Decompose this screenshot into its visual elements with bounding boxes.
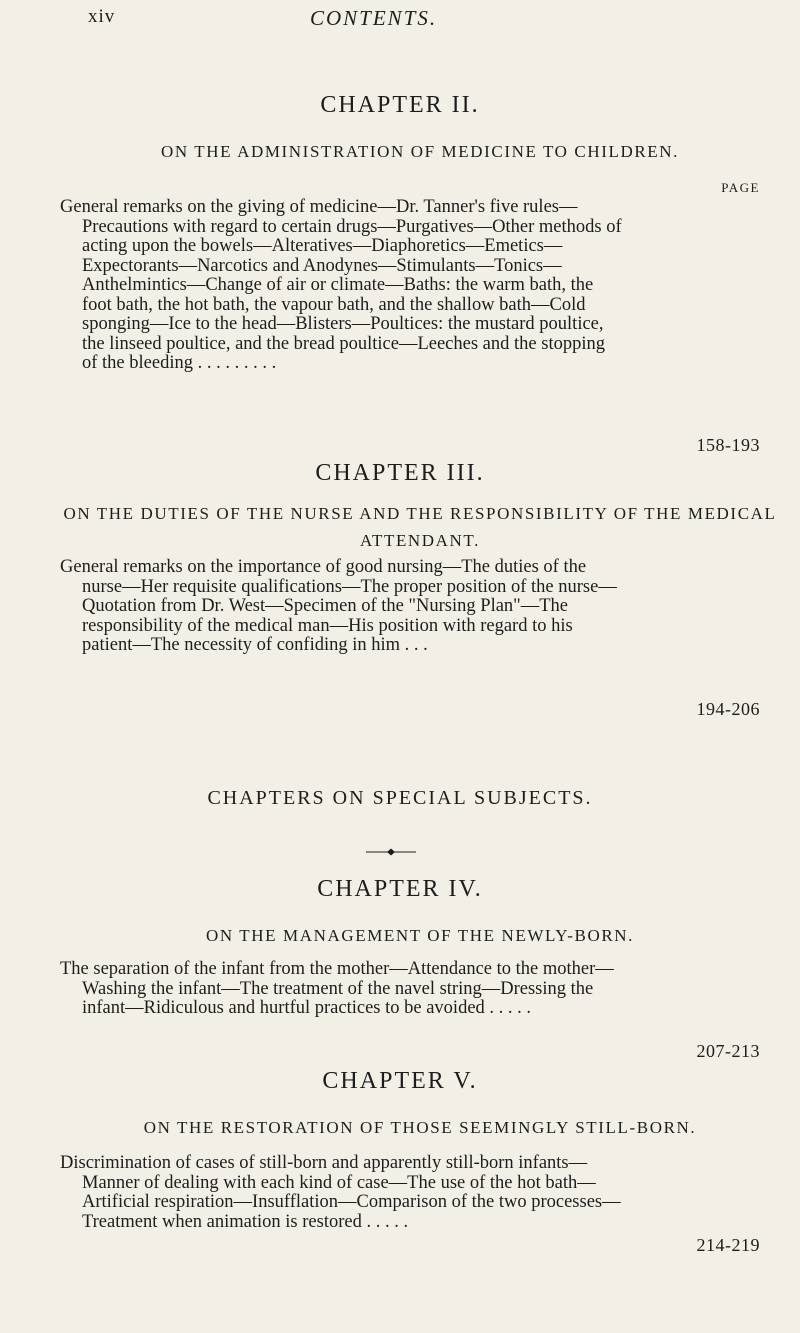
chapter-heading: CHAPTER III. xyxy=(315,460,485,486)
entry-page-range: 158-193 xyxy=(696,435,760,455)
contents-entry xyxy=(60,1154,760,1256)
ornament-rule xyxy=(366,848,416,856)
page-column-label: PAGE xyxy=(721,180,760,195)
entry-page-range: 207-213 xyxy=(696,1041,760,1061)
entry-page-range: 194-206 xyxy=(696,699,760,719)
contents-entry xyxy=(60,198,760,456)
entry-description: The separation of the infant from the mother—Attendance to the mother—Washing the infant—The treatment of the navel string—Dressing the infant—Ridiculous and hurtful practices to be avoided . . . . . xyxy=(60,959,614,1018)
section-heading: CHAPTERS ON SPECIAL SUBJECTS. xyxy=(207,787,593,809)
chapter-heading: CHAPTER IV. xyxy=(317,876,483,902)
chapter-subject: ON THE RESTORATION OF THOSE SEEMINGLY STILL-BORN. xyxy=(143,1118,697,1137)
entry-description: Discrimination of cases of still-born and apparently still-born infants—Manner of dealing with each kind of case—The use of the hot bath—Artificial respiration—Insufflation—Comparison of the two processes—Treatment when animation is restored . . . . . xyxy=(60,1153,621,1232)
chapter-subject: ON THE MANAGEMENT OF THE NEWLY-BORN. xyxy=(206,926,634,945)
contents-entry xyxy=(60,558,760,720)
contents-entry xyxy=(60,960,760,1062)
entry-description: General remarks on the importance of good nursing—The duties of the nurse—Her requisite qualifications—The proper position of the nurse—Quotation from Dr. West—Specimen of the "Nursing Plan"—The responsibility of the medical man—His position with regard to his patient—The necessity of confiding in him . . . xyxy=(60,557,617,655)
entry-page-range: 214-219 xyxy=(696,1235,760,1255)
chapter-heading: CHAPTER II. xyxy=(320,92,480,118)
running-title: CONTENTS. xyxy=(310,6,438,30)
chapter-subject: ON THE DUTIES OF THE NURSE AND THE RESPONSIBILITY OF THE MEDICAL ATTENDANT. xyxy=(63,504,777,550)
chapter-subject: ON THE ADMINISTRATION OF MEDICINE TO CHILDREN. xyxy=(161,142,679,161)
chapter-heading: CHAPTER V. xyxy=(322,1068,478,1094)
page-number: xiv xyxy=(88,6,116,27)
running-head xyxy=(88,6,760,36)
entry-description: General remarks on the giving of medicine—Dr. Tanner's five rules—Precautions with regard to certain drugs—Purgatives—Other methods of acting upon the bowels—Alteratives—Diaphoretics—Emetics—Expectorants—Narcotics and Anodynes—Stimulants—Tonics—Anthelmintics—Change of air or climate—Baths: the warm bath, the foot bath, the hot bath, the vapour bath, and the shallow bath—Cold sponging—Ice to the head—Blisters—Poultices: the mustard poultice, the linseed poultice, and the bread poultice—Leeches and the stopping of the bleeding . . . . . . . . . xyxy=(60,197,622,373)
